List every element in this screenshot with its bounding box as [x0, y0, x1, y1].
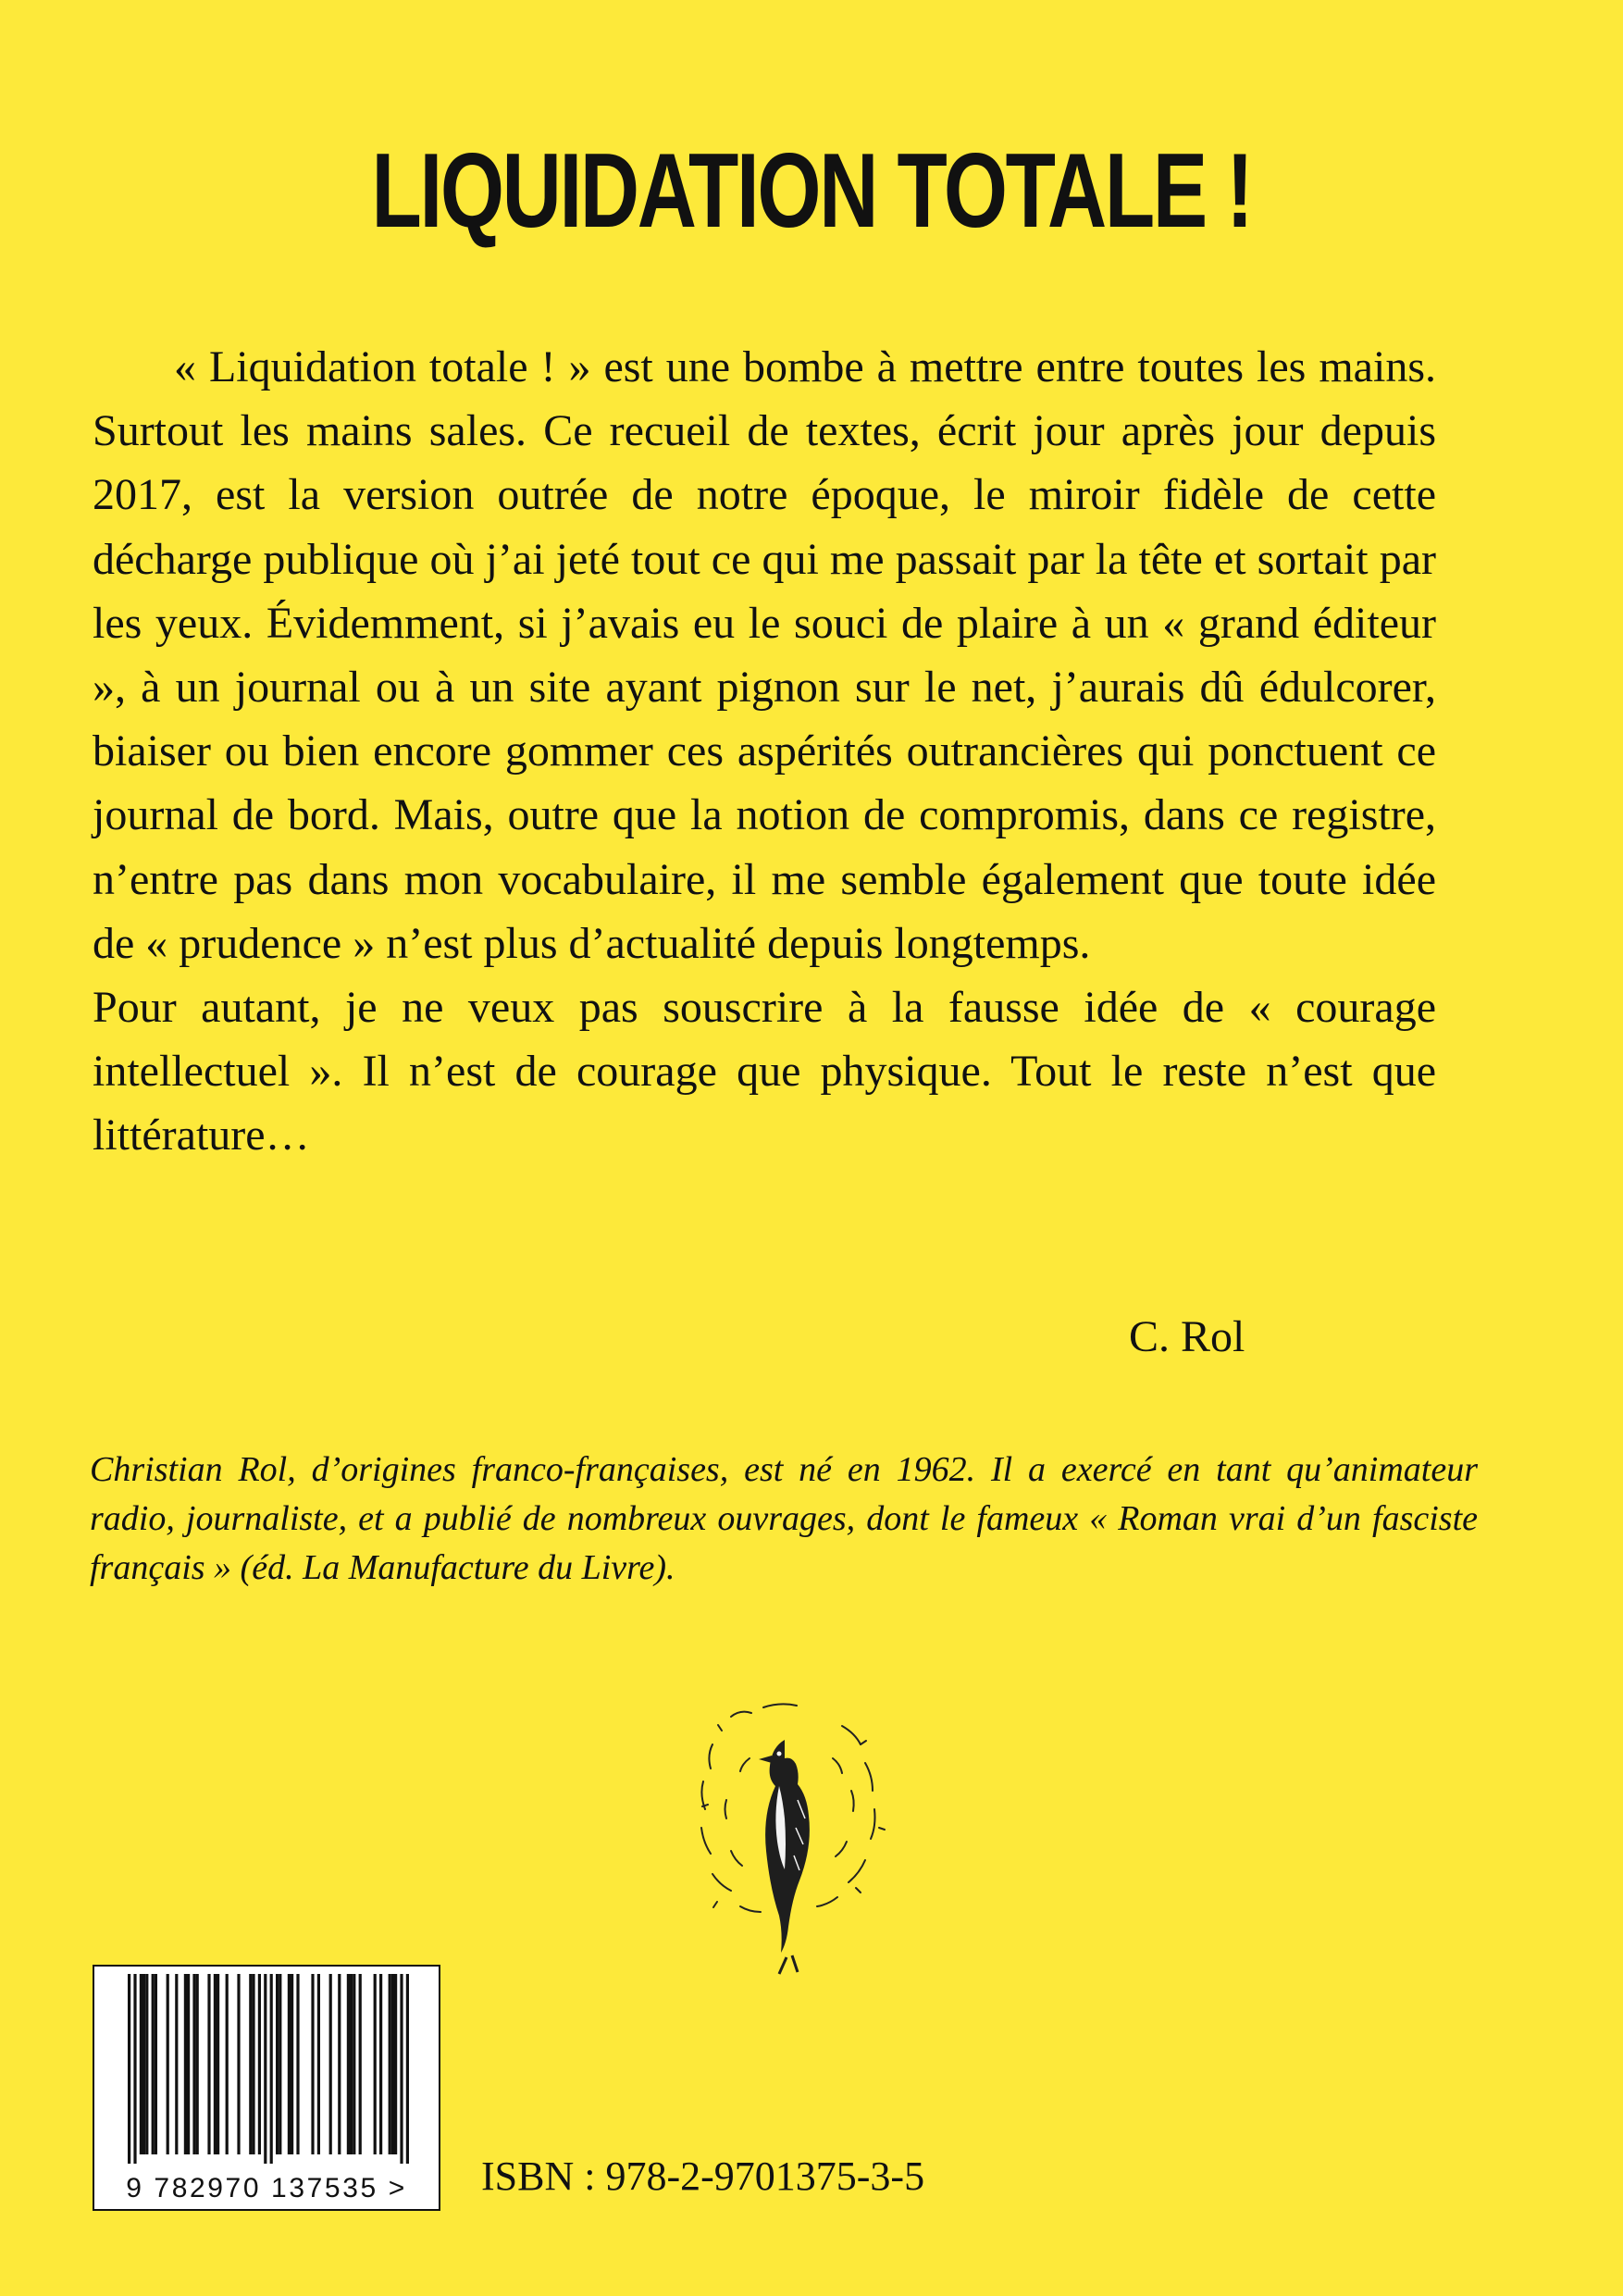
barcode-bar — [379, 1974, 382, 2154]
swallow-bird-icon — [675, 1689, 907, 1976]
barcode-bar — [128, 1974, 130, 2164]
barcode-bar — [400, 1974, 403, 2164]
barcode-bar — [133, 1974, 136, 2164]
barcode-bar — [155, 1974, 157, 2154]
barcode-bar — [374, 1974, 377, 2154]
book-title: LIQUIDATION TOTALE ! — [371, 132, 1252, 250]
barcode-bar — [145, 1974, 148, 2154]
barcode-bar — [329, 1974, 332, 2154]
barcode-bar — [252, 1974, 254, 2154]
barcode-bar — [167, 1974, 169, 2154]
back-cover-blurb — [93, 335, 1436, 1168]
barcode-bar — [140, 1974, 142, 2154]
barcode-bar — [249, 1974, 252, 2154]
barcode-bar — [192, 1974, 195, 2154]
isbn-number: ISBN : 978-2-9701375-3-5 — [481, 2153, 925, 2199]
author-signature: C. Rol — [1129, 1312, 1245, 1361]
barcode-bar — [359, 1974, 362, 2154]
barcode-bar — [296, 1974, 299, 2154]
blurb-paragraph-1: « Liquidation totale ! » est une bombe à mettre entre toutes les mains. Surtout les mains sales. Ce recueil de textes, écrit jour après jour depuis 2017, est la version outrée de notre époque, le miroir fidèle de cette décharge publique où j’ai jeté tout ce qui me passait par la tête et sortait par les yeux. Évidemment, si j’avais eu le souci de plaire à un « grand éditeur », à un journal ou à un site ayant pignon sur le net, j’aurais dû édulcorer, biaiser ou bien encore gommer ces aspérités outrancières qui ponctuent ce journal de bord. Mais, outre que la notion de compromis, dans ce registre, n’entre pas dans mon vocabulaire, il me semble également que toute idée de « prudence » n’est plus d’actualité depuis longtemps. — [93, 342, 1436, 968]
barcode-bars — [94, 1967, 435, 2166]
barcode-bar — [394, 1974, 397, 2154]
barcode-bar — [152, 1974, 155, 2154]
barcode-digits: 9 782970 137535 > — [126, 2173, 407, 2203]
barcode-bar — [258, 1974, 261, 2154]
barcode-bar — [187, 1974, 190, 2154]
barcode-bar — [288, 1974, 291, 2154]
barcode-bar — [184, 1974, 187, 2154]
barcode-bar — [291, 1974, 293, 2154]
barcode-bar — [264, 1974, 266, 2164]
barcode-bar — [175, 1974, 178, 2154]
barcode-bar — [353, 1974, 355, 2154]
barcode-bar — [142, 1974, 145, 2154]
barcode-bar — [391, 1974, 394, 2154]
barcode-bar — [276, 1974, 279, 2154]
barcode-bar — [237, 1974, 240, 2154]
barcode-bar — [338, 1974, 341, 2154]
barcode-bar — [217, 1974, 219, 2154]
barcode-bar — [311, 1974, 314, 2154]
barcode-bar — [196, 1974, 199, 2154]
isbn-barcode — [93, 1965, 440, 2211]
barcode-bar — [389, 1974, 391, 2154]
barcode-bar — [317, 1974, 320, 2154]
barcode-bar — [226, 1974, 229, 2154]
blurb-paragraph-2: Pour autant, je ne veux pas souscrire à la fausse idée de « courage intellectuel ». Il n’est de courage que physique. Tout le reste n’est que littérature… — [93, 983, 1436, 1160]
barcode-bar — [207, 1974, 210, 2154]
barcode-bar — [279, 1974, 281, 2154]
barcode-bar — [350, 1974, 353, 2154]
barcode-bar — [406, 1974, 409, 2164]
author-bio: Christian Rol, d’origines franco-françaises, est né en 1962. Il a exercé en tant qu’animateur radio, journaliste, et a publié de nombreux ouvrages, dont le fameux « Roman vrai d’un fasciste français » (éd. La Manufacture du Livre). — [90, 1450, 1478, 1587]
barcode-bar — [347, 1974, 350, 2154]
barcode-bar — [270, 1974, 273, 2164]
barcode-bar — [214, 1974, 217, 2154]
